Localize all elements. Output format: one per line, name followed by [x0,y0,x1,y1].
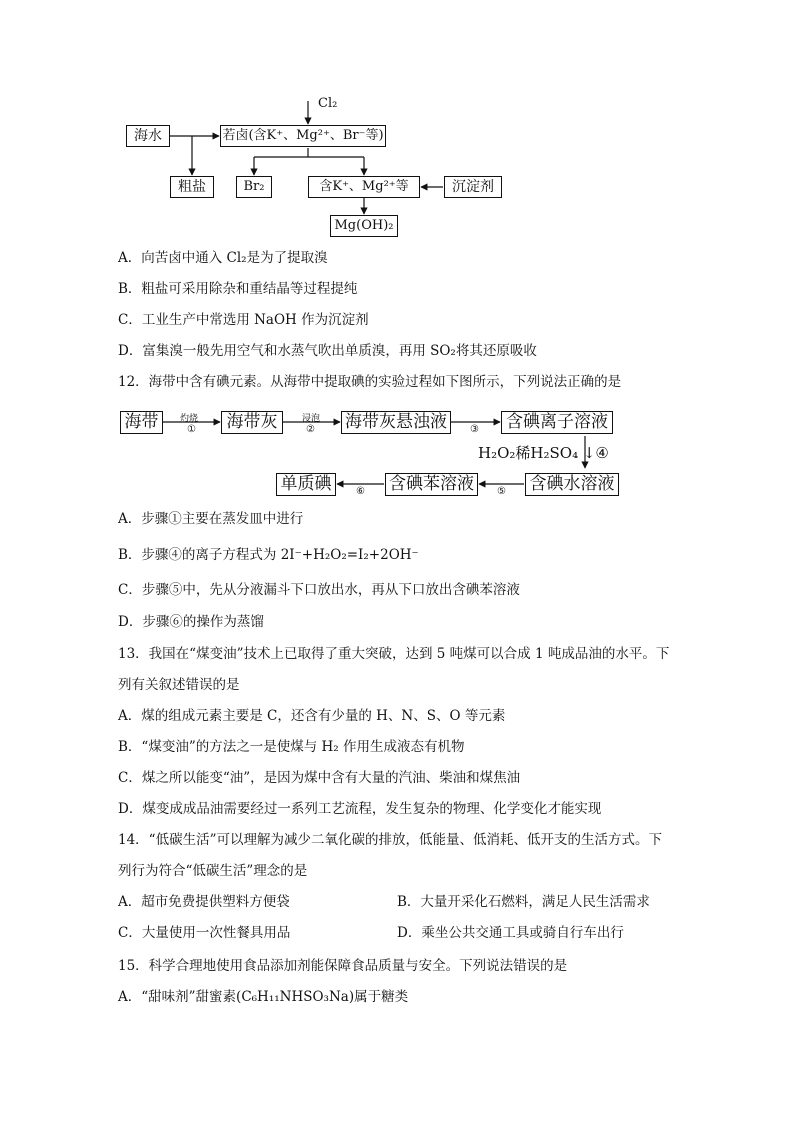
crude-salt-box: 粗盐 [170,176,214,198]
q14-option-d: D．乘坐公共交通工具或骑自行车出行 [397,925,624,941]
q13-option-c: C．煤之所以能变“油”，是因为煤中含有大量的汽油、柴油和煤焦油 [118,770,521,786]
q11-option-d: D．富集溴一般先用空气和水蒸气吹出单质溴，再用 SO₂将其还原吸收 [118,343,537,359]
cl2-label: Cl₂ [318,96,338,111]
q12-option-c: C．步骤⑤中，先从分液漏斗下口放出水，再从下口放出含碘苯溶液 [118,582,520,598]
q12-option-d: D．步骤⑥的操作为蒸馏 [118,614,264,630]
mgoh2-box: Mg(OH)₂ [330,215,398,237]
kelp-box: 海带 [120,411,163,434]
step2-label: ② [306,424,315,435]
q14-stem-line2: 列行为符合“低碳生活”理念的是 [118,863,308,879]
q14-option-a: A．超市免费提供塑料方便袋 [118,894,290,910]
benzene-box: 含碘苯溶液 [385,473,478,496]
ash-box: 海带灰 [221,411,283,434]
step4-reagents: H₂O₂稀H₂SO₄ ↓④ [478,444,609,462]
q13-option-b: B．“煤变油”的方法之一是使煤与 H₂ 作用生成液态有机物 [118,739,465,755]
q14-stem-line1: 14．“低碳生活”可以理解为减少二氧化碳的排放，低能量、低消耗、低开支的生活方式。下 [118,832,662,848]
q11-option-a: A．向苦卤中通入 Cl₂是为了提取溴 [118,250,328,266]
q13-option-a: A．煤的组成元素主要是 C，还含有少量的 H、N、S、O 等元素 [118,708,506,724]
soak-label: 浸泡 [302,414,321,424]
q13-stem-line1: 13．我国在“煤变油”技术上已取得了重大突破，达到 5 吨煤可以合成 1 吨成品油的水平。下 [118,646,670,662]
q12-option-a: A．步骤①主要在蒸发皿中进行 [118,511,304,527]
aqueous-box: 含碘水溶液 [525,473,619,496]
q14-option-c: C．大量使用一次性餐具用品 [118,925,291,941]
iodine-box: 单质碘 [276,473,336,496]
q15-option-a: A．“甜味剂”甜蜜素(C₆H₁₁NHSO₃Na)属于糖类 [118,989,409,1005]
q12-stem: 12．海带中含有碘元素。从海带中提取碘的实验过程如下图所示，下列说法正确的是 [118,374,622,390]
step1-label: ① [187,424,196,435]
precipitant-box: 沉淀剂 [444,176,502,198]
step6-label: ⑥ [356,486,365,497]
q11-option-c: C．工业生产中常选用 NaOH 作为沉淀剂 [118,312,369,328]
seawater-box: 海水 [126,125,170,147]
ion-solution-box: 含碘离子溶液 [501,411,613,434]
step3-label: ③ [470,424,479,435]
q15-stem: 15．科学合理地使用食品添加剂能保障食品质量与安全。下列说法错误的是 [118,958,568,974]
suspension-box: 海带灰悬浊液 [341,411,451,434]
q12-option-b: B．步骤④的离子方程式为 2I⁻+H₂O₂=I₂+2OH⁻ [118,547,419,563]
burn-label: 灼烧 [180,414,199,424]
step5-label: ⑤ [497,486,506,497]
q13-stem-line2: 列有关叙述错误的是 [118,677,240,693]
q14-option-b: B．大量开采化石燃料，满足人民生活需求 [397,894,650,910]
br2-box: Br₂ [236,176,272,198]
bittern-box: 若卤(含K⁺、Mg²⁺、Br⁻等) [220,125,386,147]
q13-option-d: D．煤变成成品油需要经过一系列工艺流程，发生复杂的物理、化学变化才能实现 [118,801,602,817]
q11-option-b: B．粗盐可采用除杂和重结晶等过程提纯 [118,281,358,297]
filtrate-box: 含K⁺、Mg²⁺等 [308,176,420,198]
